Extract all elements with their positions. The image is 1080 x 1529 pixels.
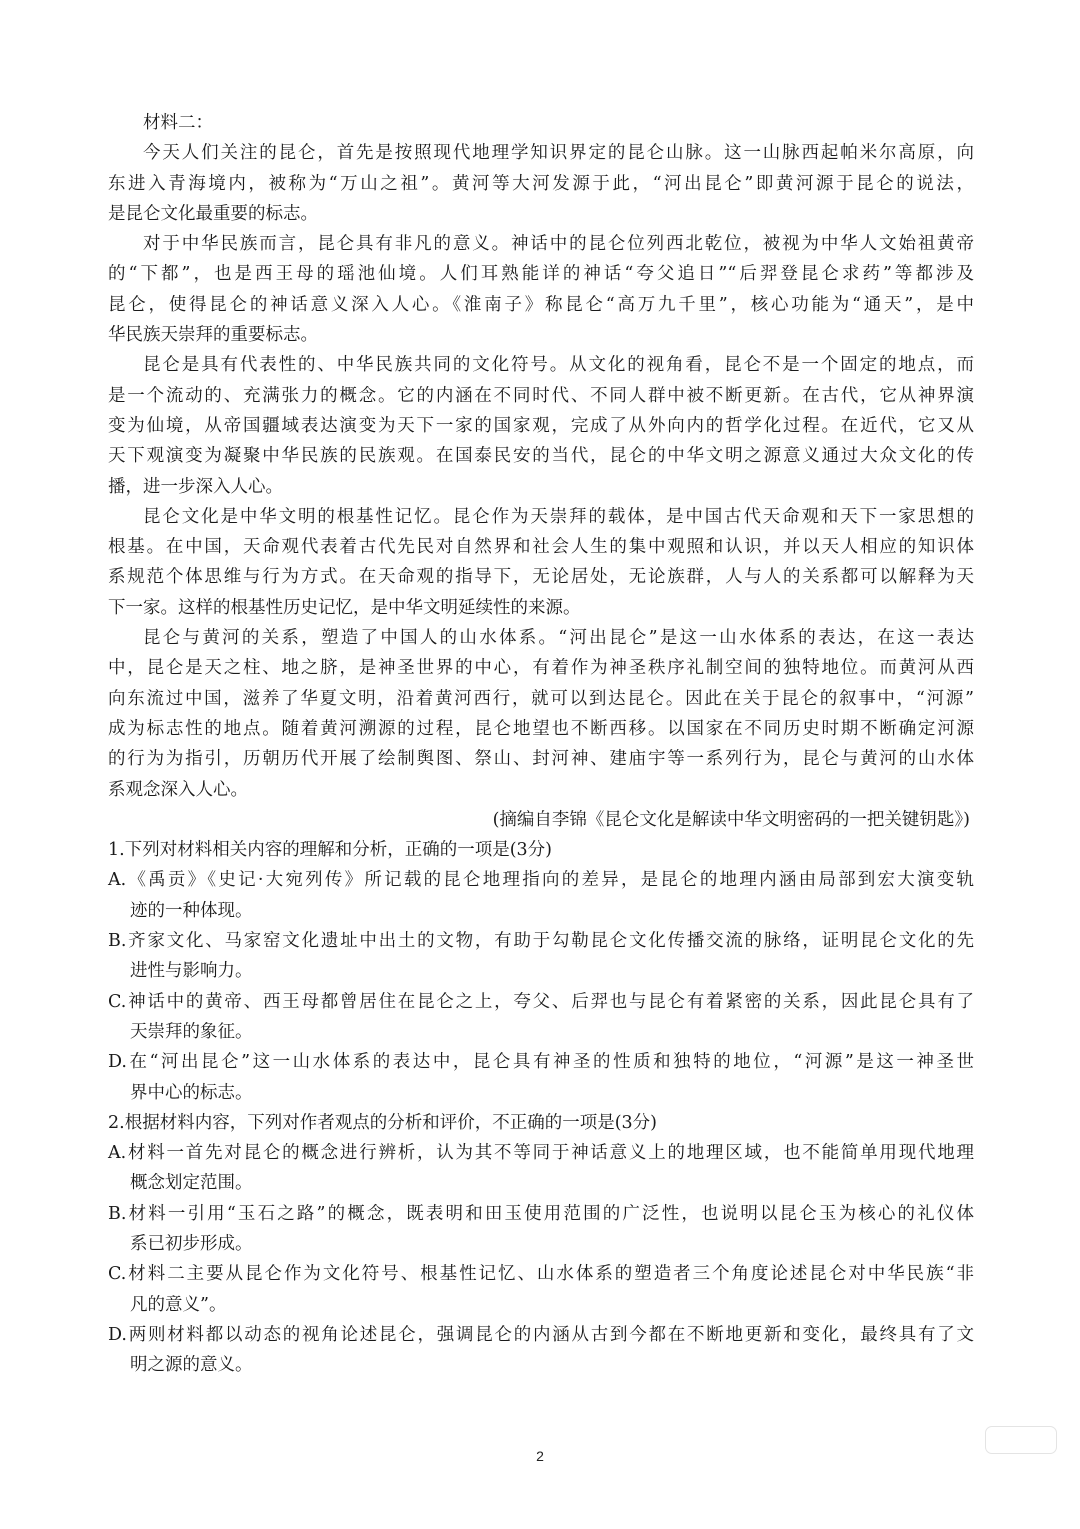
option-line: B.齐家文化、马家窑文化遗址中出土的文物，有助于勾勒昆仑文化传播交流的脉络，证明昆仑文化的先 — [108, 931, 974, 952]
option-d — [108, 1047, 974, 1108]
option-line: 迹的一种体现。 — [130, 900, 253, 921]
text-line: 系规范个体思维与行为方式。在天命观的指导下，无论居处，无论族群，人与人的关系都可以解释为天 — [108, 567, 974, 588]
text-line: 变为仙境，从帝国疆域表达演变为天下一家的国家观，完成了从外向内的哲学化过程。在近代，它又从 — [108, 415, 974, 436]
option-line: 明之源的意义。 — [130, 1355, 253, 1376]
watermark-logo — [985, 1426, 1057, 1454]
material-paragraph-4 — [108, 502, 974, 623]
text-line: 的“下都”，也是西王母的瑶池仙境。人们耳熟能详的神话“夸父追日”“后羿登昆仑求药”等都涉及 — [108, 264, 974, 285]
text-line: 东进入青海境内，被称为“万山之祖”。黄河等大河发源于此，“河出昆仑”即黄河源于昆仑的说法， — [108, 173, 974, 194]
text-line: 播，进一步深入人心。 — [108, 476, 283, 497]
text-line: 昆仑与黄河的关系，塑造了中国人的山水体系。“河出昆仑”是这一山水体系的表达，在这一表达 — [143, 628, 974, 649]
option-a — [108, 1138, 974, 1199]
text-line: 今天人们关注的昆仑，首先是按照现代地理学知识界定的昆仑山脉。这一山脉西起帕米尔高原，向 — [143, 143, 974, 164]
option-c — [108, 1259, 974, 1320]
text-line: 天下观演变为凝聚中华民族的民族观。在国泰民安的当代，昆仑的中华文明之源意义通过大众文化的传 — [108, 446, 974, 467]
text-line: 成为标志性的地点。随着黄河溯源的过程，昆仑地望也不断西移。以国家在不同历史时期不断确定河源 — [108, 718, 974, 739]
option-line: D.在“河出昆仑”这一山水体系的表达中，昆仑具有神圣的性质和独特的地位，“河源”是这一神圣世 — [108, 1052, 974, 1073]
option-line: 概念划定范围。 — [130, 1173, 253, 1194]
option-line: B.材料一引用“玉石之路”的概念，既表明和田玉使用范围的广泛性，也说明以昆仑玉为核心的礼仪体 — [108, 1203, 974, 1224]
text-line: 下一家。这样的根基性历史记忆，是中华文明延续性的来源。 — [108, 597, 581, 618]
option-line: C.神话中的黄帝、西王母都曾居住在昆仑之上，夸父、后羿也与昆仑有着紧密的关系，因此昆仑具有了 — [108, 991, 974, 1012]
option-line: A.《禹贡》《史记·大宛列传》所记载的昆仑地理指向的差异，是昆仑的地理内涵由局部到宏大演变轨 — [108, 870, 974, 891]
text-line: 是昆仑文化最重要的标志。 — [108, 203, 318, 224]
option-b — [108, 926, 974, 987]
option-line: 进性与影响力。 — [130, 961, 253, 982]
option-b — [108, 1199, 974, 1260]
material-paragraph-1 — [108, 138, 974, 229]
question-2 — [108, 1108, 974, 1381]
text-line: 根基。在中国，天命观代表着古代先民对自然界和社会人生的集中观照和认识，并以天人相应的知识体 — [108, 537, 974, 558]
question-stem: 1.下列对材料相关内容的理解和分析，正确的一项是(3分) — [108, 840, 552, 861]
text-line: 是一个流动的、充满张力的概念。它的内涵在不同时代、不同人群中被不断更新。在古代，它从神界演 — [108, 385, 974, 406]
material-paragraph-5 — [108, 623, 974, 805]
option-line: C.材料二主要从昆仑作为文化符号、根基性记忆、山水体系的塑造者三个角度论述昆仑对中华民族“非 — [108, 1264, 974, 1285]
text-line: 昆仑文化是中华文明的根基性记忆。昆仑作为天崇拜的载体，是中国古代天命观和天下一家思想的 — [143, 506, 974, 527]
option-d — [108, 1320, 974, 1381]
option-a — [108, 865, 974, 926]
source-citation: (摘编自李锦《昆仑文化是解读中华文明密码的一把关键钥匙》) — [492, 809, 970, 830]
option-line: 凡的意义”。 — [130, 1294, 227, 1315]
text-line: 昆仑，使得昆仑的神话意义深入人心。《淮南子》称昆仑“高万九千里”，核心功能为“通天”，是中 — [108, 294, 974, 315]
page-number: 2 — [536, 1448, 544, 1464]
material-paragraph-2 — [108, 229, 974, 350]
option-c — [108, 987, 974, 1048]
question-1 — [108, 835, 974, 1108]
material-paragraph-3 — [108, 350, 974, 501]
option-line: 天崇拜的象征。 — [130, 1021, 253, 1042]
page-content — [108, 108, 974, 1380]
material-heading: 材料二： — [143, 113, 213, 133]
text-line: 系观念深入人心。 — [108, 779, 248, 800]
text-line: 对于中华民族而言，昆仑具有非凡的意义。神话中的昆仑位列西北乾位，被视为中华人文始祖黄帝 — [143, 234, 974, 255]
text-line: 的行为为指引，历朝历代开展了绘制舆图、祭山、封河神、建庙宇等一系列行为，昆仑与黄河的山水体 — [108, 749, 974, 770]
text-line: 华民族天崇拜的重要标志。 — [108, 325, 318, 346]
text-line: 昆仑是具有代表性的、中华民族共同的文化符号。从文化的视角看，昆仑不是一个固定的地点，而 — [143, 355, 974, 376]
option-line: 系已初步形成。 — [130, 1233, 253, 1254]
option-line: A.材料一首先对昆仑的概念进行辨析，认为其不等同于神话意义上的地理区域，也不能简单用现代地理 — [108, 1143, 974, 1164]
question-stem: 2.根据材料内容，下列对作者观点的分析和评价，不正确的一项是(3分) — [108, 1112, 657, 1133]
text-line: 中，昆仑是天之柱、地之脐，是神圣世界的中心，有着作为神圣秩序礼制空间的独特地位。而黄河从西 — [108, 658, 974, 679]
option-line: 界中心的标志。 — [130, 1082, 253, 1103]
text-line: 向东流过中国，滋养了华夏文明，沿着黄河西行，就可以到达昆仑。因此在关于昆仑的叙事中，“河源” — [108, 688, 974, 709]
option-line: D.两则材料都以动态的视角论述昆仑，强调昆仑的内涵从古到今都在不断地更新和变化，最终具有了文 — [108, 1324, 974, 1345]
